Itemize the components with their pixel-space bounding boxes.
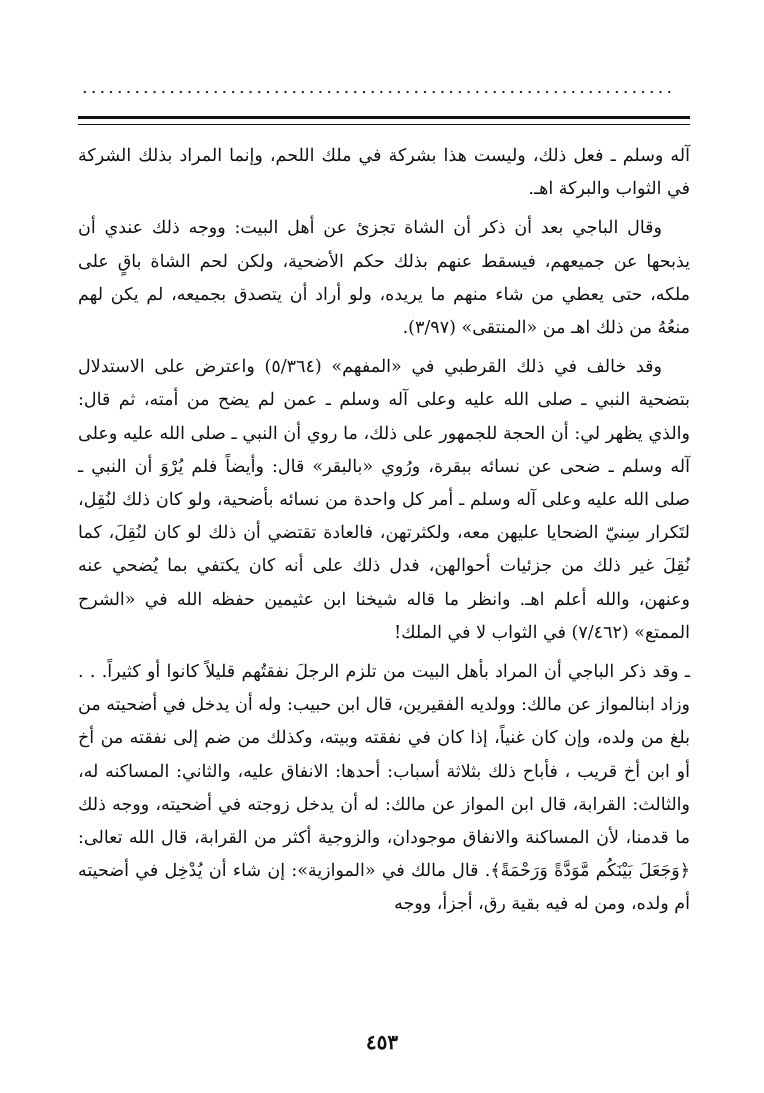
header-dotted-line: ....................................................................	[82, 78, 676, 98]
paragraph-1: آله وسلم ـ فعل ذلك، وليست هذا بشركة في ملك اللحم، وإنما المراد بذلك الشركة في الثواب والبركة اهـ.	[78, 146, 690, 200]
header-rule-thin	[78, 124, 690, 125]
header-rule-thick	[78, 116, 690, 119]
paragraph-4: ـ وقد ذكر الباجي أن المراد بأهل البيت من تلزم الرجلَ نفقتُهم قليلاً كانوا أو كثيراً. . . وزاد ابنالمواز عن مالك: وولديه الفقيرين، قال ابن حبيب: وله أن يدخل في أضحيته من بلغ من ولده، وإن كان غنياً، إذا كان في نفقته وبيته، وكذلك من ضم إلى نفقته من أخ أو ابن أخ قريب ، فأباح ذلك بثلاثة أسباب: أحدها: الانفاق عليه، والثاني: المساكنه له، والثالث: القرابة، قال ابن المواز عن مالك: له أن يدخل زوجته في أضحيته، ووجه ذلك ما قدمنا، لأن المساكنة والانفاق موجودان، والزوجية أكثر من القرابة، قال الله تعالى: ﴿وَجَعَلَ بَيْنَكُم مَّوَدَّةً وَرَحْمَةً﴾. قال مالك في «الموازية»: إن شاء أن يُدْخِل في أضحيته أم ولده، ومن له فيه بقية رق، أجزأ، ووجه	[78, 662, 690, 915]
body-text	[78, 140, 690, 928]
paragraph-3: وقد خالف في ذلك القرطبي في «المفهم» (٥/٣٦٤) واعترض على الاستدلال بتضحية النبي ـ صلى الله عليه وعلى آله وسلم ـ عمن لم يضح من أمته، ثم قال: والذي يظهر لي: أن الحجة للجمهور على ذلك، ما روي أن النبي ـ صلى الله عليه وعلى آله وسلم ـ ضحى عن نسائه ببقرة، ورُوي «بالبقر» قال: وأيضاً فلم يُرْوَ أن النبي ـ صلى الله عليه وعلى آله وسلم ـ أمر كل واحدة من نسائه بأضحية، ولو كان ذلك لنُقِل، لتَكرار سِنيّ الضحايا عليهن معه، ولكثرتهن، فالعادة تقتضي أن ذلك لو كان لنُقِلَ، كما نُقِلَ غير ذلك من جزئيات أحوالهن، فدل ذلك على أنه كان يكتفي بما يُضحي عنه وعنهن، والله أعلم اهـ. وانظر ما قاله شيخنا ابن عثيمين حفظه الله في «الشرح الممتع» (٧/٤٦٢) في الثواب لا في الملك!	[78, 357, 690, 643]
page-number: ٤٥٣	[365, 1030, 399, 1054]
paragraph-2: وقال الباجي بعد أن ذكر أن الشاة تجزئ عن أهل البيت: ووجه ذلك عندي أن يذبحها عن جميعهم، فيسقط عنهم بذلك حكم الأضحية، ولكن لحم الشاة باقٍ على ملكه، حتى يعطي من شاء منهم ما يريده، ولو أراد أن يتصدق بجميعه، لم يكن لهم منعُهُ من ذلك اهـ من «المنتقى» (٣/٩٧).	[78, 218, 690, 339]
